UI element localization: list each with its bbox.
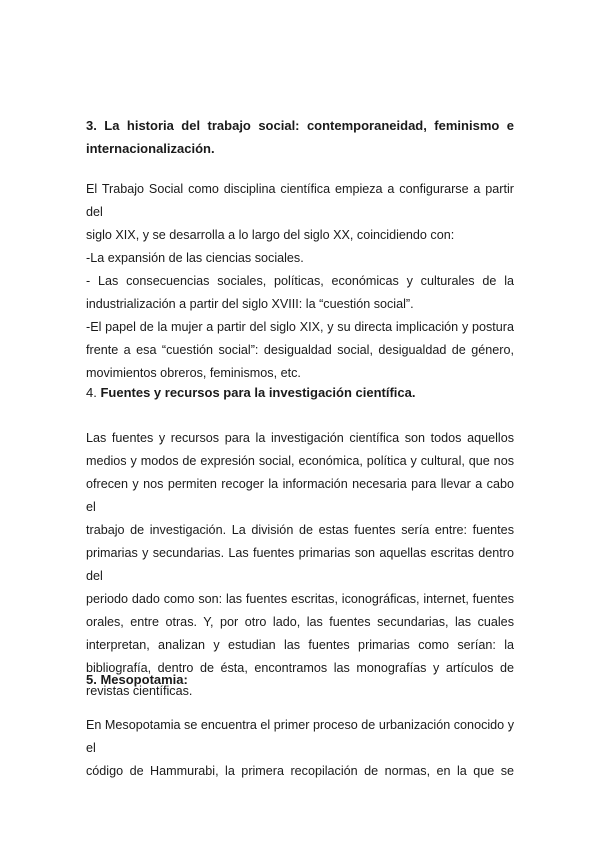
paragraph-line: -La expansión de las ciencias sociales. [86, 251, 304, 265]
paragraph-line: El Trabajo Social como disciplina científica empieza a configurarse a partir del [86, 182, 514, 219]
section-4-heading [86, 381, 514, 404]
paragraph-line: código de Hammurabi, la primera recopilación de normas, en la que se [86, 764, 514, 778]
section-5-heading [86, 668, 514, 691]
paragraph-line: - Las consecuencias sociales, políticas, económicas y culturales de la [86, 274, 514, 288]
paragraph-line: -El papel de la mujer a partir del siglo XIX, y su directa implicación y postura [86, 320, 514, 334]
section-4-heading-line [86, 381, 514, 404]
paragraph-line: industrialización a partir del siglo XVIII: la “cuestión social”. [86, 297, 414, 311]
section-4-paragraph [86, 427, 514, 703]
section-4-number: 4. [86, 385, 101, 400]
paragraph-line: En Mesopotamia se encuentra el primer proceso de urbanización conocido y el [86, 718, 514, 755]
paragraph-line: interpretan, analizan y estudian las fuentes primarias como serían: la [86, 638, 514, 652]
section-3-paragraph [86, 178, 514, 385]
paragraph-line: movimientos obreros, feminismos, etc. [86, 366, 301, 380]
section-3-heading [86, 114, 514, 160]
paragraph-line: Las fuentes y recursos para la investigación científica son todos aquellos [86, 431, 514, 445]
paragraph-line: bibliografía, dentro de ésta, encontramos las monografías y artículos de [86, 661, 514, 675]
section-5-paragraph [86, 714, 514, 783]
paragraph-line: primarias y secundarias. Las fuentes primarias son aquellas escritas dentro del [86, 546, 514, 583]
paragraph-line: orales, entre otras. Y, por otro lado, las fuentes secundarias, las cuales [86, 615, 514, 629]
paragraph-line: frente a esa “cuestión social”: desigualdad social, desigualdad de género, [86, 343, 514, 357]
section-5-title: 5. Mesopotamia: [86, 672, 188, 687]
paragraph-line: siglo XIX, y se desarrolla a lo largo del siglo XX, coincidiendo con: [86, 228, 455, 242]
section-3-heading-line-2: internacionalización. [86, 141, 215, 156]
paragraph-line: trabajo de investigación. La división de estas fuentes sería entre: fuentes [86, 523, 514, 537]
paragraph-line: medios y modos de expresión social, económica, política y cultural, que nos [86, 454, 514, 468]
paragraph-line: revistas científicas. [86, 684, 193, 698]
paragraph-line: periodo dado como son: las fuentes escritas, iconográficas, internet, fuentes [86, 592, 514, 606]
section-4-title: Fuentes y recursos para la investigación científica. [100, 385, 416, 400]
paragraph-line: ofrecen y nos permiten recoger la información necesaria para llevar a cabo el [86, 477, 514, 514]
section-3-heading-line-1: 3. La historia del trabajo social: contemporaneidad, feminismo e [86, 118, 514, 133]
